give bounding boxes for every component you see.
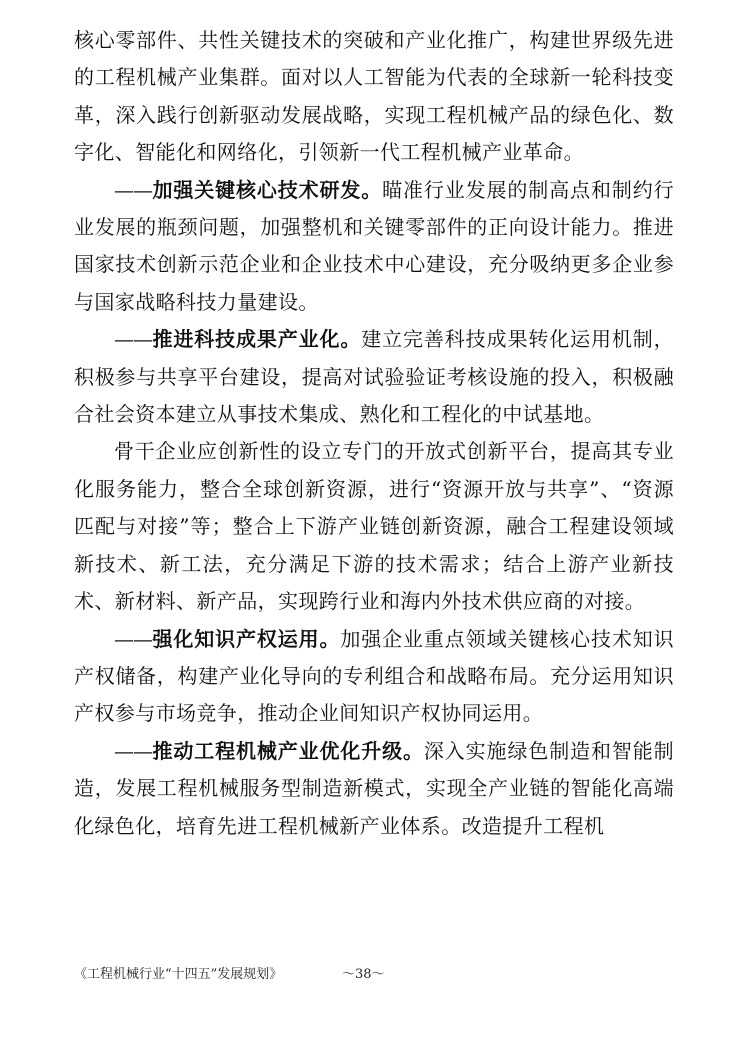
paragraph-ip-use xyxy=(74,621,674,733)
paragraph-tech-industrialization xyxy=(74,321,674,433)
footer-document-title: 《工程机械行业“十四五”发展规划》 xyxy=(74,967,283,982)
page-number: ～38～ xyxy=(342,967,385,982)
paragraph-text: 骨干企业应创新性的设立专门的开放式创新平台，提高其专业化服务能力，整合全球创新资源，进行“资源开放与共享”、“资源匹配与对接”等；整合上下游产业链创新资源，融合工程建设领域新技术、新工法，充分满足下游的技术需求；结合上游产业新技术、新材料、新产品，实现跨行业和海内外技术供应商的对接。 xyxy=(74,439,674,614)
em-dash: —— xyxy=(114,327,152,352)
em-dash: —— xyxy=(114,738,152,763)
paragraph-industry-upgrade xyxy=(74,733,674,845)
paragraph-text: 核心零部件、共性关键技术的突破和产业化推广，构建世界级先进的工程机械产业集群。面对以人工智能为代表的全球新一轮科技变革，深入践行创新驱动发展战略，实现工程机械产品的绿色化、数字化、智能化和网络化，引领新一代工程机械产业革命。 xyxy=(74,28,674,165)
paragraph-heading: 强化知识产权运用。 xyxy=(152,626,341,651)
paragraph-heading: 推动工程机械产业优化升级。 xyxy=(152,738,424,763)
paragraph-text: 建立完善科技成果转化运用机制，积极参与共享平台建设，提高对试验验证考核设施的投入，积极融合社会资本建立从事技术集成、熟化和工程化的中试基地。 xyxy=(74,327,675,427)
em-dash: —— xyxy=(114,626,152,651)
page-footer xyxy=(74,963,674,985)
paragraph-key-tech-rd xyxy=(74,172,674,322)
paragraph-continued xyxy=(74,22,674,172)
paragraph-text: 瞄准行业发展的制高点和制约行业发展的瓶颈问题，加强整机和关键零部件的正向设计能力。推进国家技术创新示范企业和企业技术中心建设，充分吸纳更多企业参与国家战略科技力量建设。 xyxy=(74,177,674,314)
body-text xyxy=(74,22,674,845)
em-dash: —— xyxy=(114,177,152,202)
paragraph-heading: 推进科技成果产业化。 xyxy=(152,327,362,352)
paragraph-innovation-platform xyxy=(74,433,674,620)
paragraph-text: 加强企业重点领域关键核心技术知识产权储备，构建产业化导向的专利组合和战略布局。充分运用知识产权参与市场竞争，推动企业间知识产权协同运用。 xyxy=(74,626,674,726)
paragraph-text: 深入实施绿色制造和智能制造，发展工程机械服务型制造新模式，实现全产业链的智能化高端化绿色化，培育先进工程机械新产业体系。改造提升工程机 xyxy=(74,738,674,838)
paragraph-heading: 加强关键核心技术研发。 xyxy=(152,177,383,202)
